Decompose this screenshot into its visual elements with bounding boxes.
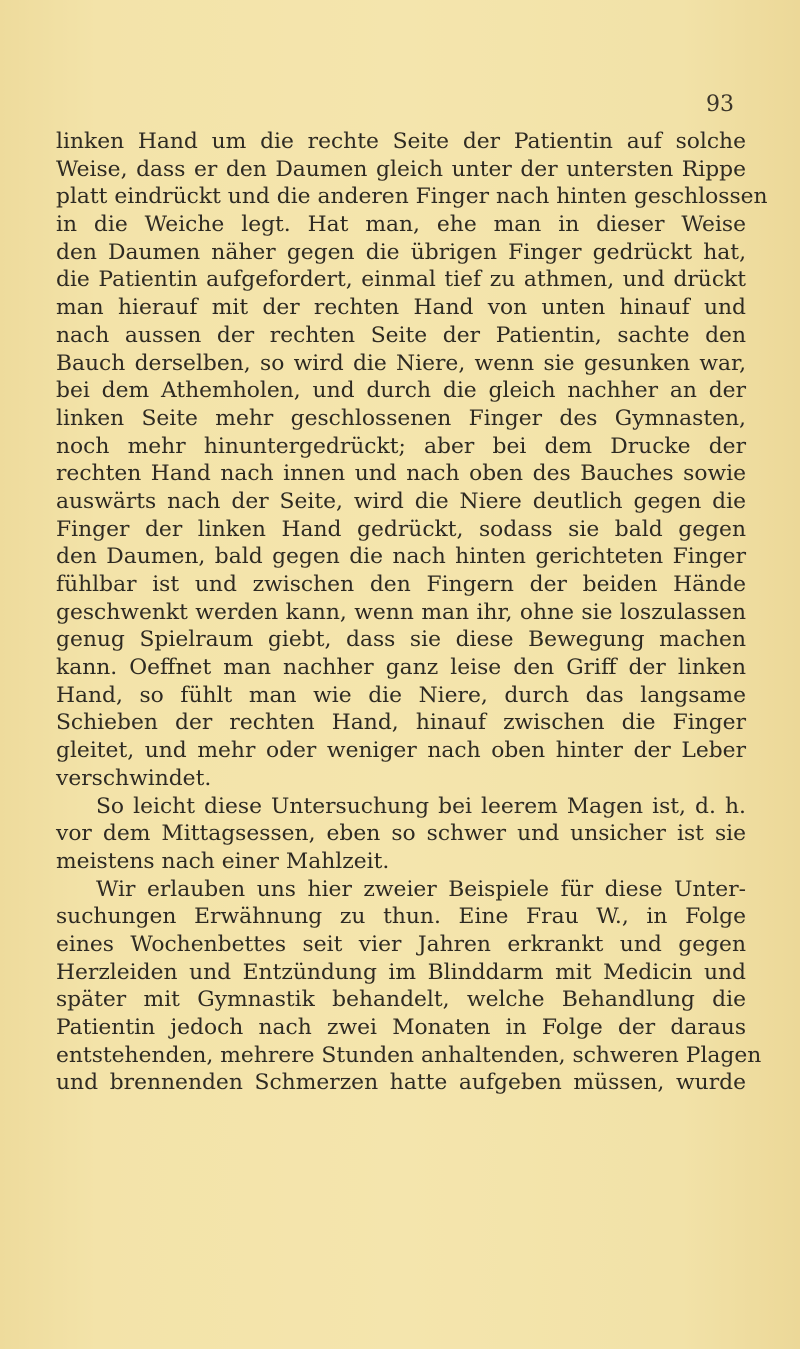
text-line: in die Weiche legt. Hat man, ehe man in dieser Weise [56, 212, 746, 238]
text-line: später mit Gymnastik behandelt, welche Behandlung die [56, 987, 746, 1013]
text-line: Weise, dass er den Daumen gleich unter der untersten Rippe [56, 156, 746, 182]
text-line: Wir erlauben uns hier zweier Beispiele für diese Unter- [96, 876, 746, 902]
page-number: 93 [706, 92, 734, 117]
text-line: nach aussen der rechten Seite der Patientin, sachte den [56, 322, 746, 348]
text-line: Patientin jedoch nach zwei Monaten in Folge der daraus [56, 1015, 746, 1040]
text-line: die Patientin aufgefordert, einmal tief zu athmen, und drückt [56, 267, 746, 293]
text-line: Herzleiden und Entzündung im Blinddarm mit Medicin und [56, 959, 746, 985]
text-line: gleitet, und mehr oder weniger nach oben hinter der Leber [56, 738, 746, 764]
text-line: bei dem Athemholen, und durch die gleich nachher an der [56, 378, 746, 404]
text-line: Schieben der rechten Hand, hinauf zwischen die Finger [56, 710, 746, 736]
text-line: linken Hand um die rechte Seite der Patientin auf solche [56, 129, 746, 154]
text-line: Bauch derselben, so wird die Niere, wenn sie gesunken war, [56, 350, 746, 376]
text-line: kann. Oeffnet man nachher ganz leise den Griff der linken [56, 655, 746, 681]
text-line: eines Wochenbettes seit vier Jahren erkrankt und gegen [56, 931, 746, 957]
text-line: entstehenden, mehrere Stunden anhaltenden, schweren Plagen [56, 1042, 762, 1068]
text-line: und brennenden Schmerzen hatte aufgeben müssen, wurde [56, 1070, 746, 1096]
text-line: rechten Hand nach innen und nach oben des Bauches sowie [56, 461, 746, 487]
text-line: genug Spielraum giebt, dass sie diese Bewegung machen [56, 627, 746, 653]
text-line: fühlbar ist und zwischen den Fingern der beiden Hände [56, 572, 746, 597]
text-line: vor dem Mittagsessen, eben so schwer und unsicher ist sie [56, 821, 746, 847]
body-text [56, 128, 768, 1097]
text-line: man hierauf mit der rechten Hand von unten hinauf und [56, 295, 746, 321]
text-line: meistens nach einer Mahlzeit. [56, 848, 390, 874]
text-line: linken Seite mehr geschlossenen Finger des Gymnasten, [56, 405, 746, 431]
text-line: Finger der linken Hand gedrückt, sodass sie bald gegen [56, 516, 746, 542]
text-line: den Daumen, bald gegen die nach hinten gerichteten Finger [56, 544, 746, 570]
text-line: suchungen Erwähnung zu thun. Eine Frau W., in Folge [56, 904, 746, 930]
text-line: verschwindet. [56, 765, 212, 791]
text-line: Hand, so fühlt man wie die Niere, durch das langsame [56, 682, 746, 708]
text-line: platt eindrückt und die anderen Finger nach hinten geschlossen [56, 184, 768, 210]
text-line: noch mehr hinuntergedrückt; aber bei dem Drucke der [56, 433, 746, 459]
text-line: So leicht diese Untersuchung bei leerem Magen ist, d. h. [96, 793, 746, 819]
text-line: auswärts nach der Seite, wird die Niere deutlich gegen die [56, 488, 746, 514]
text-line: den Daumen näher gegen die übrigen Finger gedrückt hat, [56, 239, 746, 265]
text-line: geschwenkt werden kann, wenn man ihr, ohne sie loszulassen [56, 599, 746, 625]
